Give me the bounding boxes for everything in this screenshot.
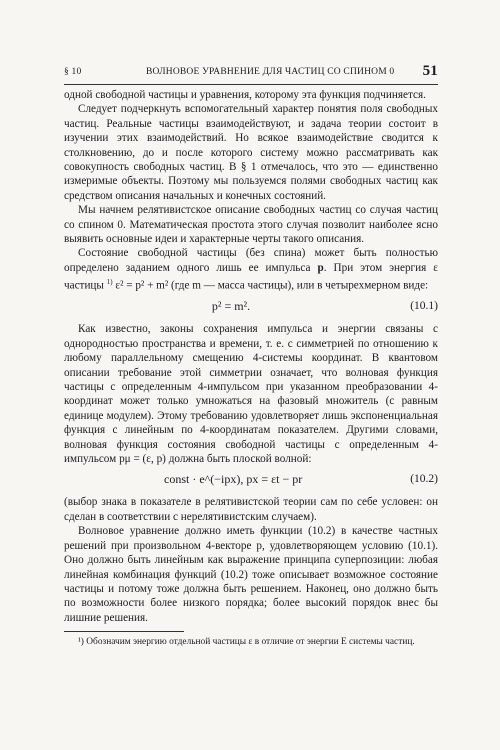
- paragraph: Волновое уравнение должно иметь функции (10.2) в качестве частных решений при произвольном 4-векторе p, удовлетворяющем условию (10.1). Оно должно быть линейным как выражение принципа суперпозиции: любая линейная комбинация функций (10.2) тоже описывает возможное состояние частицы и потому тоже должна быть решением. Наконец, оно должно быть по возможности более низкого порядка; более высокий порядок внес бы лишние решения.: [64, 525, 438, 624]
- page-number: 51: [422, 63, 438, 79]
- equation-formula: p² = m².: [211, 299, 251, 314]
- footnote-ref: 1): [106, 278, 113, 287]
- paragraph: одной свободной частицы и уравнения, которому эта функция подчиняется.: [64, 89, 426, 101]
- paragraph: Мы начнем релятивистское описание свободных частиц со случая частиц со спином 0. Математическая простота этого случая позволит наиболее ясно выявить основные идеи и характерные черты такого описания.: [64, 204, 438, 246]
- text-run: . При этом энергия ε частицы: [64, 261, 438, 293]
- text-run: Состояние свободной частицы (без спина) может быть полностью определено заданием одного лишь ее импульса: [64, 247, 438, 274]
- equation-10-1: [64, 297, 438, 319]
- text-run: ε² = p² + m² (где m — масса частицы), или в четырехмерном виде:: [112, 280, 429, 293]
- paragraph: Следует подчеркнуть вспомогательный характер понятия поля свободных частиц. Реальные частицы взаимодействуют, и задача теории состоит в изучении этих взаимодействий. Но всякое взаимодействие сводится к столкновению, до и после которого систему можно рассматривать как совокупность свободных частиц. В § 1 отмечалось, что это — единственно измеримые объекты. Поэтому мы пользуемся полями свободных частиц как средством описания начальных и конечных состояний.: [64, 103, 438, 202]
- momentum-symbol: p: [317, 261, 324, 274]
- chapter-title: ВОЛНОВОЕ УРАВНЕНИЕ ДЛЯ ЧАСТИЦ СО СПИНОМ 0: [146, 67, 395, 77]
- section-number: § 10: [64, 67, 82, 77]
- footnote: ¹) Обозначим энергию отдельной частицы ε в отличие от энергии E системы частиц.: [78, 637, 415, 648]
- equation-number: (10.2): [410, 473, 438, 486]
- equation-number: (10.1): [410, 300, 438, 313]
- equation-formula: const · e^(−ipx), px = εt − pr: [164, 472, 303, 487]
- running-header: [64, 63, 438, 79]
- paragraph: (выбор знака в показателе в релятивистской теории сам по себе условен: он сделан в соответствии с нерелятивистским случаем).: [64, 496, 438, 523]
- body-text: [64, 88, 438, 648]
- equation-10-2: [64, 470, 438, 492]
- paragraph: Как известно, законы сохранения импульса и энергии связаны с однородностью пространства и времени, т. е. с симметрией по отношению к любому параллельному смещению 4-системы координат. В квантовом описании требование этой симметрии означает, что волновая функция частицы с определенным 4-импульсом при указанном преобразовании 4-координат может только умножаться на фазовый множитель (с равным единице модулем). Этому требованию удовлетворяет лишь экспоненциальная функция с линейным по 4-координатам показателем. Другими словами, волновая функция состояния свободной частицы с определенным 4-импульсом pμ = (ε, p) должна быть плоской волной:: [64, 323, 438, 466]
- header-rule: [64, 84, 438, 85]
- footnote-rule: [64, 631, 184, 632]
- paragraph: [64, 246, 438, 293]
